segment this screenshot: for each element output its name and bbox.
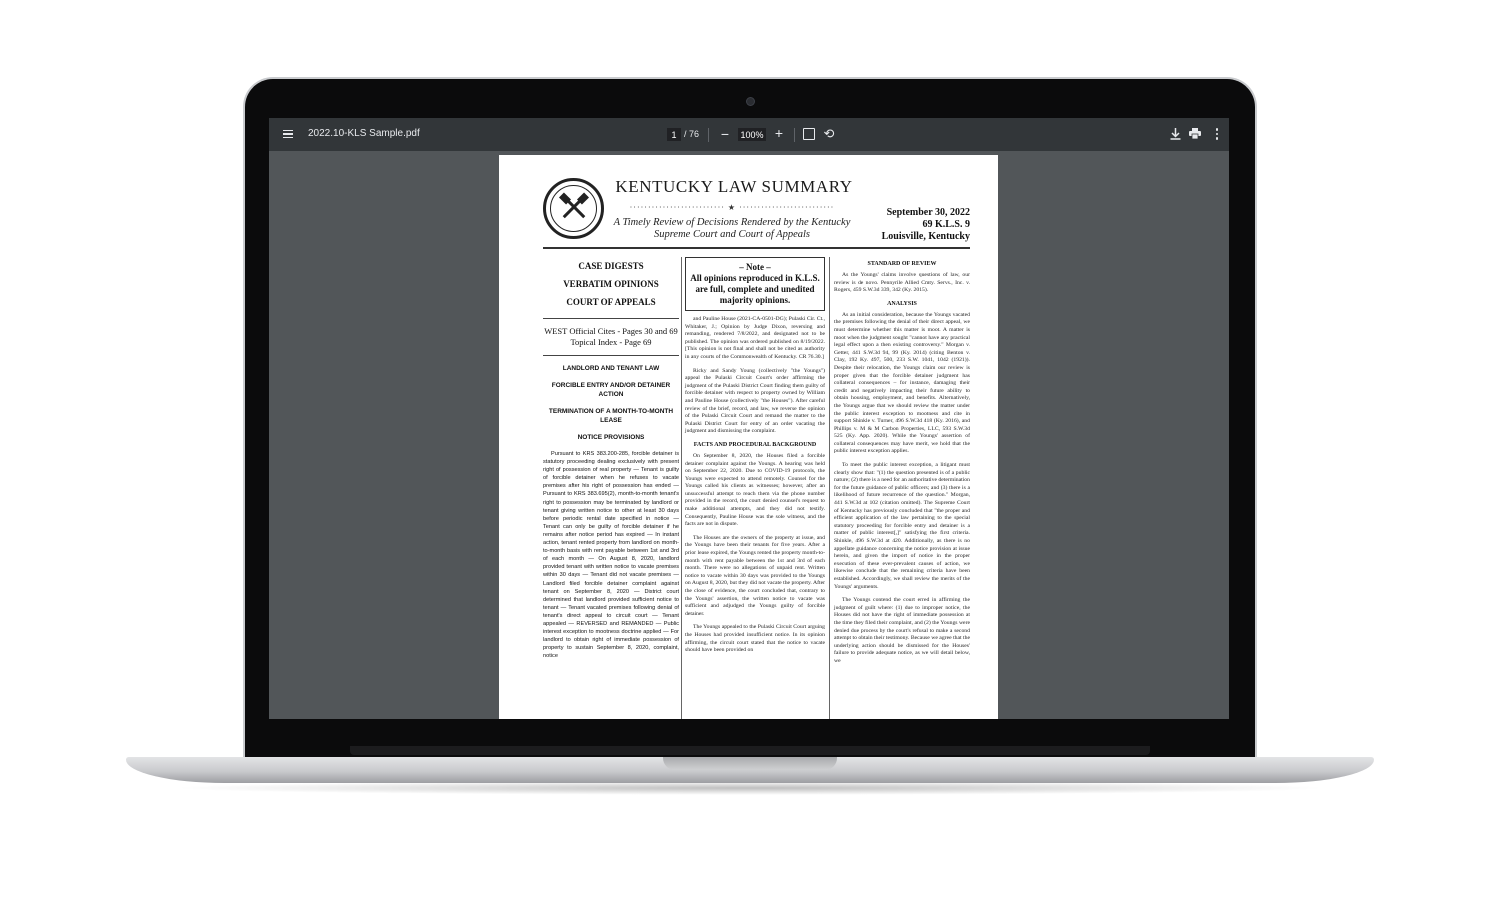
subject-heading: FORCIBLE ENTRY AND/OR DETAINER ACTION <box>551 382 671 398</box>
menu-icon[interactable] <box>281 127 295 141</box>
issue-volume: 69 K.L.S. 9 <box>922 219 970 230</box>
issue-info <box>882 207 970 243</box>
left-column <box>543 257 679 660</box>
note-box <box>685 257 825 311</box>
opinion-paragraph: As the Youngs' claims involve questions of law, our review is de novo. Pennyrile Allied Cmty. Servs., Inc. v. Rogers, 459 S.W.3d 339, 342 (Ky. 2015). <box>834 272 970 294</box>
laptop-shadow <box>170 781 1330 795</box>
zoom-input[interactable]: 100% <box>738 128 766 141</box>
opinion-paragraph: The Youngs contend the court erred in affirming the judgment of guilt where: (1) due to improper notice, the Houses did not have the right of immediate possession at the time they filed their complaint, and (2) the Youngs were denied due process by the court's refusal to make a second attempt to obtain their testimony. Because we agree that the underlying action should be dismissed for the Houses' failure to provide adequate notice, as we will detail below, we <box>834 597 970 664</box>
pdf-toolbar <box>269 118 1229 151</box>
subject-heading: TERMINATION OF A MONTH-TO-MONTH LEASE <box>548 408 674 424</box>
opinion-paragraph: The Youngs appealed to the Pulaski Circuit Court arguing the Houses had provided insufficient notice. In its opinion affirming, the circuit court stated that the notice to vacate should have been provided on <box>685 624 825 654</box>
column-rule <box>681 257 682 719</box>
laptop-hinge <box>350 746 1150 755</box>
opinion-paragraph: and Pauline House (2021-CA-0501-DG); Pulaski Cir. Ct., Whitaker, J.; Opinion by Judge Dixon, reversing and remanding, rendered 7/8/2022, and designated not to be published. The opinion was ordered published on 8/19/2022. [This opinion is not final and shall not be cited as authority in any courts of the Commonwealth of Kentucky. CR 76.30.] <box>685 316 825 360</box>
column-rule <box>829 257 830 719</box>
note-title: – Note – <box>739 262 771 272</box>
gavel-logo <box>543 178 604 239</box>
print-icon[interactable] <box>1189 128 1201 138</box>
contents-item: COURT OF APPEALS <box>566 297 656 307</box>
laptop-notch <box>663 757 837 770</box>
toolbar-divider <box>794 128 795 142</box>
opinion-paragraph: Ricky and Sandy Young (collectively "the Youngs") appeal the Pulaski Circuit Court's order affirming the judgment of the Pulaski District Court finding them guilty of forcible detainer with respect to property owned by William and Pauline House (collectively "the Houses"). After careful review of the brief, record, and law, we reverse the opinion of the Pulaski Circuit Court and remand the matter to the Pulaski District Court for entry of an order vacating the judgment and dismissing the complaint. <box>685 367 825 435</box>
header-rule <box>543 247 970 249</box>
subject-heading: NOTICE PROVISIONS <box>577 434 645 441</box>
case-digest: Pursuant to KRS 383.200-285, forcible detainer is statutory proceeding dealing exclusively with present right of possession of real property — Tenant is guilty of forcible detainer when he refuses to vacate premises after his right of possession has ended — Pursuant to KRS 383.695(2), month-to-month tenant's right to possession may be terminated by landlord or tenant giving written notice to other at least 30 days before periodic rental date specified in notice — Tenant can only be guilty of forcible detainer if he remains after notice period has expired — In instant action, tenant rented property from landlord on month-to-month basis with rent payable between 1st and 3rd of each month — On August 8, 2020, landlord provided tenant with written notice to vacate premises within 30 days — Tenant did not vacate premises — Landlord filed forcible detainer complaint against tenant on September 8, 2020 — District court determined that landlord provided sufficient notice to tenant — Tenant vacated premises following denial of tenant's direct appeal to circuit court — Tenant appealed — REVERSED and REMANDED — Public interest exception to mootness doctrine applied — For landlord to obtain right of immediate possession of property to sustain September 8, 2020, complaint, notice <box>543 451 679 660</box>
minus-icon[interactable]: − <box>720 126 730 142</box>
pdf-viewer <box>269 118 1229 719</box>
section-heading: ANALYSIS <box>887 300 917 307</box>
note-text: All opinions reproduced in K.L.S. are full, complete and unedited majority opinions. <box>690 273 820 305</box>
opinion-paragraph: To meet the public interest exception, a litigant must clearly show that: "(1) the question presented is of a public nature; (2) there is a need for an authoritative determination for the future guidance of public officers; and (3) there is a likelihood of future recurrence of the question." Morgan, 441 S.W.3d at 102 (citation omitted). The Supreme Court of Kentucky has previously concluded that "the proper and efficient application of the law pertaining to the special statutory proceeding for forcible entry and detainer is a matter of public interest[,]" satisfying the first criteria. Shinkle, 496 S.W.3d at 420. Additionally, as there is no appellate guidance concerning the notice provision at issue herein, and given the import of notice in the proper execution of these ever-prevalent causes of action, we likewise conclude that the remaining criteria have been established. Accordingly, we shall review the merits of the Youngs' arguments. <box>834 462 970 590</box>
opinion-paragraph: On September 8, 2020, the Houses filed a forcible detainer complaint against the Youngs. A hearing was held on September 22, 2020. Due to COVID-19 protocols, the Youngs were expected to attend remotely. Counsel for the Youngs called his clients as witnesses; however, after an unsuccessful attempt to reach them via the phone number provided in the record, the court denied counsel's request to make additional attempts, and they did not testify. Consequently, Pauline House was the sole witness, and the facts are not in dispute. <box>685 452 825 528</box>
section-heading: STANDARD OF REVIEW <box>867 261 937 267</box>
fit-page-icon[interactable] <box>803 128 815 140</box>
page-number-input[interactable]: 1 <box>667 128 681 141</box>
opinion-paragraph: The Houses are the owners of the property at issue, and the Youngs have been their tenants for five years. After a prior lease expired, the Youngs rented the property month-to-month with rent payable between the 1st and 3rd of each month. There were no allegations of unpaid rent. Written notice to vacate within 30 days was provided to the Youngs on August 8, 2020, but they did not vacate the property. After the close of evidence, the court concluded that, contrary to the Youngs' assertion, the written notice to vacate was sufficient and adjudged the Youngs guilty of forcible detainer. <box>685 534 825 617</box>
more-vert-icon[interactable] <box>1214 127 1220 141</box>
file-title: 2022.10-KLS Sample.pdf <box>308 128 420 139</box>
topical-index: Topical Index - Page 69 <box>570 337 652 347</box>
issue-location: Louisville, Kentucky <box>881 231 970 242</box>
webcam <box>746 97 755 106</box>
issue-date: September 30, 2022 <box>886 207 970 218</box>
download-icon[interactable] <box>1168 126 1182 142</box>
toolbar-divider <box>708 128 709 142</box>
tagline: A Timely Review of Decisions Rendered by the Kentucky Supreme Court and Court of Appeals <box>613 217 851 240</box>
right-column <box>834 257 970 672</box>
divider <box>543 318 679 319</box>
section-heading: FACTS AND PROCEDURAL BACKGROUND <box>693 441 817 448</box>
plus-icon[interactable]: + <box>774 125 784 141</box>
masthead-ornament: ·························· ★ ·························· <box>629 203 835 212</box>
page-total: / 76 <box>684 129 700 139</box>
west-cites: WEST Official Cites - Pages 30 and 69 <box>544 326 678 336</box>
rotate-icon[interactable]: ⟲ <box>823 126 835 141</box>
masthead: KENTUCKY LAW SUMMARY <box>615 177 853 196</box>
divider <box>543 355 679 356</box>
middle-column <box>685 257 825 661</box>
pdf-page <box>499 155 998 719</box>
opinion-paragraph: As an initial consideration, because the Youngs vacated the premises following the denial of their direct appeal, we must determine whether this matter is moot. A matter is moot when the judgment sought "cannot have any practical legal effect upon a then existing controversy." Morgan v. Getter, 441 S.W.3d 94, 99 (Ky. 2014) (citing Benton v. Clay, 192 Ky. 497, 500, 233 S.W. 1041, 1042 (1921)). Despite their relocation, the Youngs claim our review is proper given that the forcible detainer judgment has collateral consequences – for instance, damaging their credit and negatively impacting their future ability to obtain housing, employment, and benefits. Alternatively, the Youngs argue that we should review the matter under the public interest exception to mootness and cite in support Shinkle v. Turner, 496 S.W.3d 418 (Ky. 2016), and Phillips v. M & M Carbon Properties, LLC, 593 S.W.3d 525 (Ky. App. 2020). While the Youngs' assertion of collateral consequences may have merit, we hold that the public interest exception applies. <box>834 311 970 455</box>
contents-item: VERBATIM OPINIONS <box>563 279 659 289</box>
contents-item: CASE DIGESTS <box>578 261 644 271</box>
subject-heading: LANDLORD AND TENANT LAW <box>562 365 660 372</box>
